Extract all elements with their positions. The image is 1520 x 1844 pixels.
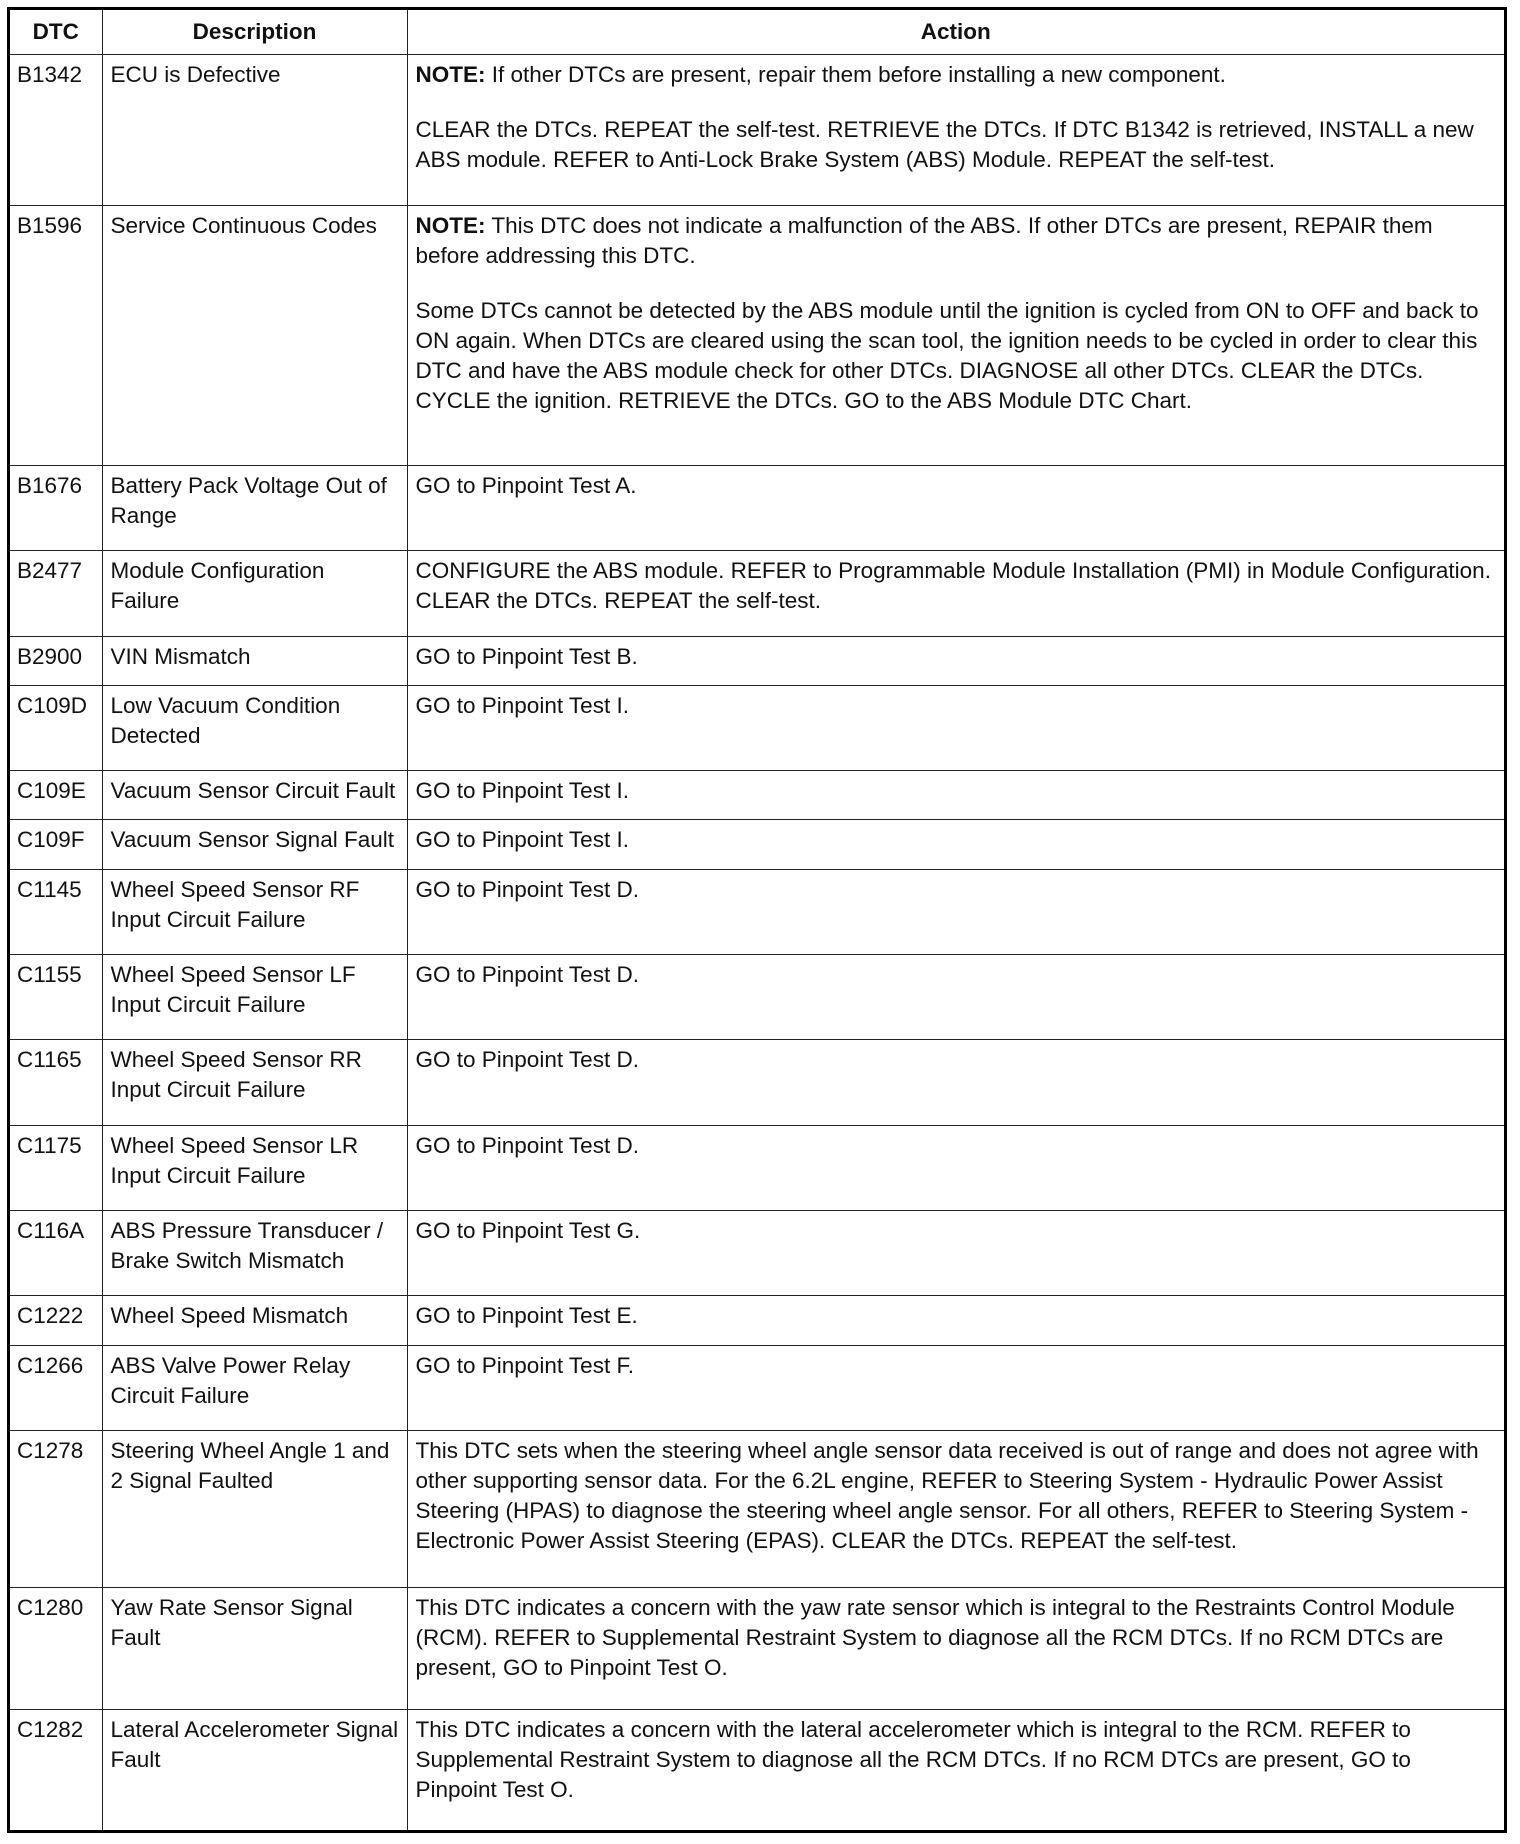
action-text: This DTC sets when the steering wheel angle sensor data received is out of range and does not agree with other supporting sensor data. For the 6.2L engine, REFER to Steering System - Hydraulic Power Assist Steering (HPAS) to diagnose the steering wheel angle sensor. For all others, REFER to Steering System - Electronic Power Assist Steering (EPAS). CLEAR the DTCs. REPEAT the self-test. <box>415 1437 1479 1553</box>
action-paragraph <box>416 115 1497 175</box>
dtc-code-cell: C1278 <box>10 1430 102 1587</box>
description-cell: ECU is Defective <box>102 55 407 206</box>
dtc-code-cell: C109E <box>10 771 102 820</box>
action-cell <box>407 1040 1504 1125</box>
dtc-code-cell: C109D <box>10 685 102 770</box>
description-cell: Service Continuous Codes <box>102 206 407 466</box>
dtc-code-cell: C116A <box>10 1210 102 1295</box>
action-paragraph <box>416 1715 1497 1805</box>
table-row <box>10 955 1504 1040</box>
action-cell <box>407 1430 1504 1587</box>
action-text: This DTC does not indicate a malfunction of the ABS. If other DTCs are present, REPAIR them before addressing this DTC. <box>415 213 1433 269</box>
dtc-code-cell: C1175 <box>10 1125 102 1210</box>
note-label: NOTE: <box>415 62 486 87</box>
action-text: Some DTCs cannot be detected by the ABS module until the ignition is cycled from ON to OFF and back to ON again. When DTCs are cleared using the scan tool, the ignition needs to be cycled in order to clear this DTC and have the ABS module check for other DTCs. DIAGNOSE all other DTCs. CLEAR the DTCs. CYCLE the ignition. RETRIEVE the DTCs. GO to the ABS Module DTC Chart. <box>415 298 1479 414</box>
action-text: GO to Pinpoint Test D. <box>415 876 639 902</box>
note-label: NOTE: <box>415 213 486 239</box>
action-cell <box>407 685 1504 770</box>
action-paragraph <box>416 875 1497 905</box>
action-paragraph <box>416 642 1497 672</box>
description-cell: ABS Valve Power Relay Circuit Failure <box>102 1345 407 1430</box>
description-cell: Battery Pack Voltage Out of Range <box>102 465 407 550</box>
table-row <box>10 206 1504 466</box>
dtc-code-cell: C1145 <box>10 869 102 954</box>
description-cell: Yaw Rate Sensor Signal Fault <box>102 1588 407 1709</box>
action-text: This DTC indicates a concern with the yaw rate sensor which is integral to the Restraints Control Module (RCM). REFER to Supplemental Restraint System to diagnose all the RCM DTCs. If no RCM DTCs are present, GO to Pinpoint Test O. <box>415 1595 1455 1681</box>
header-action: Action <box>407 10 1504 55</box>
table-row <box>10 551 1504 636</box>
action-cell <box>407 1709 1504 1830</box>
dtc-table-container <box>7 7 1507 1833</box>
table-row <box>10 1210 1504 1295</box>
dtc-code-cell: B1342 <box>10 55 102 206</box>
header-description: Description <box>102 10 407 55</box>
description-cell: Vacuum Sensor Signal Fault <box>102 820 407 869</box>
description-cell: Wheel Speed Mismatch <box>102 1296 407 1345</box>
action-cell <box>407 955 1504 1040</box>
action-paragraph <box>416 1045 1497 1075</box>
action-paragraph <box>416 825 1497 855</box>
action-paragraph <box>416 211 1497 271</box>
description-cell: Vacuum Sensor Circuit Fault <box>102 771 407 820</box>
action-cell <box>407 869 1504 954</box>
action-cell <box>407 771 1504 820</box>
dtc-code-cell: C1222 <box>10 1296 102 1345</box>
action-paragraph <box>416 471 1497 501</box>
table-body <box>10 55 1504 1831</box>
dtc-code-cell: B1676 <box>10 465 102 550</box>
action-cell <box>407 551 1504 636</box>
action-cell <box>407 55 1504 206</box>
dtc-code-cell: C1165 <box>10 1040 102 1125</box>
action-text: GO to Pinpoint Test I. <box>415 778 629 804</box>
dtc-table <box>10 10 1504 1830</box>
description-cell: Wheel Speed Sensor RF Input Circuit Failure <box>102 869 407 954</box>
description-cell: Steering Wheel Angle 1 and 2 Signal Faulted <box>102 1430 407 1587</box>
description-cell: Lateral Accelerometer Signal Fault <box>102 1709 407 1830</box>
description-cell: ABS Pressure Transducer / Brake Switch Mismatch <box>102 1210 407 1295</box>
action-paragraph <box>416 556 1497 616</box>
action-paragraph <box>416 1301 1497 1331</box>
action-cell <box>407 1588 1504 1709</box>
action-cell <box>407 465 1504 550</box>
table-row <box>10 1709 1504 1830</box>
action-cell <box>407 1210 1504 1295</box>
table-row <box>10 465 1504 550</box>
action-text: GO to Pinpoint Test A. <box>415 472 637 498</box>
table-row <box>10 1125 1504 1210</box>
action-text: GO to Pinpoint Test E. <box>415 1303 638 1329</box>
dtc-code-cell: C1282 <box>10 1709 102 1830</box>
action-paragraph <box>416 1436 1497 1556</box>
table-row <box>10 820 1504 869</box>
action-paragraph <box>416 1131 1497 1161</box>
action-text: CONFIGURE the ABS module. REFER to Programmable Module Installation (PMI) in Module Configuration. CLEAR the DTCs. REPEAT the self-test. <box>415 558 1491 614</box>
description-cell: Low Vacuum Condition Detected <box>102 685 407 770</box>
action-cell <box>407 636 1504 685</box>
action-cell <box>407 1125 1504 1210</box>
dtc-code-cell: C1280 <box>10 1588 102 1709</box>
action-text: CLEAR the DTCs. REPEAT the self-test. RETRIEVE the DTCs. If DTC B1342 is retrieved, INSTALL a new ABS module. REFER to Anti-Lock Brake System (ABS) Module. REPEAT the self-test. <box>415 117 1474 172</box>
table-row <box>10 1296 1504 1345</box>
table-row <box>10 1430 1504 1587</box>
action-text: GO to Pinpoint Test I. <box>415 827 629 853</box>
action-paragraph <box>416 296 1497 416</box>
table-row <box>10 1345 1504 1430</box>
action-paragraph <box>416 960 1497 990</box>
action-paragraph <box>416 691 1497 721</box>
dtc-code-cell: B2477 <box>10 551 102 636</box>
action-text: GO to Pinpoint Test B. <box>415 643 638 669</box>
action-cell <box>407 1345 1504 1430</box>
table-row <box>10 1040 1504 1125</box>
table-header-row <box>10 10 1504 55</box>
action-text: GO to Pinpoint Test F. <box>415 1352 634 1378</box>
table-row <box>10 869 1504 954</box>
action-text: GO to Pinpoint Test I. <box>415 692 629 718</box>
action-paragraph <box>416 1593 1497 1683</box>
description-cell: Wheel Speed Sensor RR Input Circuit Failure <box>102 1040 407 1125</box>
dtc-code-cell: B2900 <box>10 636 102 685</box>
description-cell: Wheel Speed Sensor LR Input Circuit Failure <box>102 1125 407 1210</box>
dtc-code-cell: C109F <box>10 820 102 869</box>
action-text: If other DTCs are present, repair them before installing a new component. <box>485 62 1226 87</box>
description-cell: VIN Mismatch <box>102 636 407 685</box>
action-text: GO to Pinpoint Test D. <box>415 962 639 988</box>
action-text: GO to Pinpoint Test G. <box>415 1217 641 1243</box>
table-row <box>10 55 1504 206</box>
dtc-code-cell: C1266 <box>10 1345 102 1430</box>
action-cell <box>407 1296 1504 1345</box>
table-row <box>10 1588 1504 1709</box>
description-cell: Wheel Speed Sensor LF Input Circuit Failure <box>102 955 407 1040</box>
action-paragraph <box>416 1351 1497 1381</box>
dtc-code-cell: C1155 <box>10 955 102 1040</box>
action-cell <box>407 820 1504 869</box>
action-paragraph <box>416 1216 1497 1246</box>
action-cell <box>407 206 1504 466</box>
header-dtc: DTC <box>10 10 102 55</box>
action-text: GO to Pinpoint Test D. <box>415 1047 639 1073</box>
action-paragraph <box>416 776 1497 806</box>
description-cell: Module Configuration Failure <box>102 551 407 636</box>
dtc-code-cell: B1596 <box>10 206 102 466</box>
table-row <box>10 636 1504 685</box>
action-text: This DTC indicates a concern with the lateral accelerometer which is integral to the RCM. REFER to Supplemental Restraint System to diagnose all the RCM DTCs. If no RCM DTCs are present, GO to Pinpoint Test O. <box>415 1716 1411 1802</box>
action-text: GO to Pinpoint Test D. <box>415 1132 639 1158</box>
table-row <box>10 771 1504 820</box>
table-row <box>10 685 1504 770</box>
action-paragraph <box>416 60 1497 90</box>
